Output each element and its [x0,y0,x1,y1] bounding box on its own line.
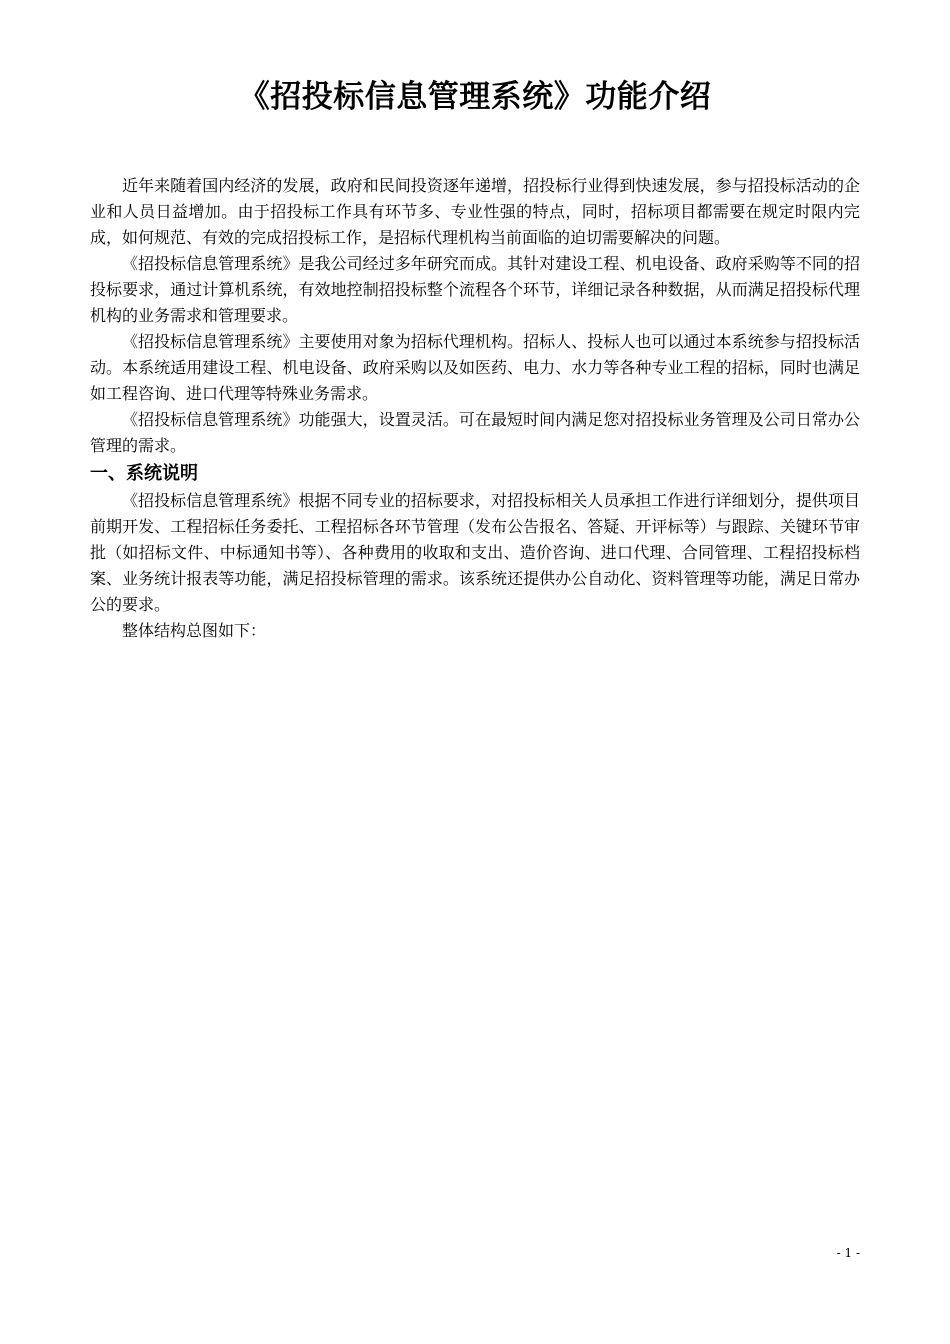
intro-paragraph-3: 《招投标信息管理系统》主要使用对象为招标代理机构。招标人、投标人也可以通过本系统参与招投标活动。本系统适用建设工程、机电设备、政府采购以及如医药、电力、水力等各种专业工程的招标，同时也满足如工程咨询、进口代理等特殊业务需求。 [90,332,860,403]
page-number: - 1 - [836,1246,860,1260]
section1-paragraph-2: 整体结构总图如下： [122,621,267,640]
intro-paragraph-1: 近年来随着国内经济的发展，政府和民间投资逐年递增，招投标行业得到快速发展，参与招投标活动的企业和人员日益增加。由于招投标工作具有环节多、专业性强的特点，同时，招标项目都需要在规定时限内完成，如何规范、有效的完成招投标工作，是招标代理机构当前面临的迫切需要解决的问题。 [90,176,860,247]
section-heading-system-description: 一、系统说明 [90,463,198,484]
section1-paragraph-1: 《招投标信息管理系统》根据不同专业的招标要求，对招投标相关人员承担工作进行详细划分，提供项目前期开发、工程招标任务委托、工程招标各环节管理（发布公告报名、答疑、开评标等）与跟踪、关键环节审批（如招标文件、中标通知书等）、各种费用的收取和支出、造价咨询、进口代理、合同管理、工程招投标档案、业务统计报表等功能，满足招投标管理的需求。该系统还提供办公自动化、资料管理等功能，满足日常办公的要求。 [90,491,860,614]
intro-paragraph-4: 《招投标信息管理系统》功能强大，设置灵活。可在最短时间内满足您对招投标业务管理及公司日常办公管理的需求。 [90,410,860,455]
document-title: 《招投标信息管理系统》功能介绍 [238,79,712,115]
intro-paragraph-2: 《招投标信息管理系统》是我公司经过多年研究而成。其针对建设工程、机电设备、政府采购等不同的招投标要求，通过计算机系统，有效地控制招投标整个流程各个环节，详细记录各种数据，从而满足招投标代理机构的业务需求和管理要求。 [90,254,860,325]
document-body [90,173,860,644]
